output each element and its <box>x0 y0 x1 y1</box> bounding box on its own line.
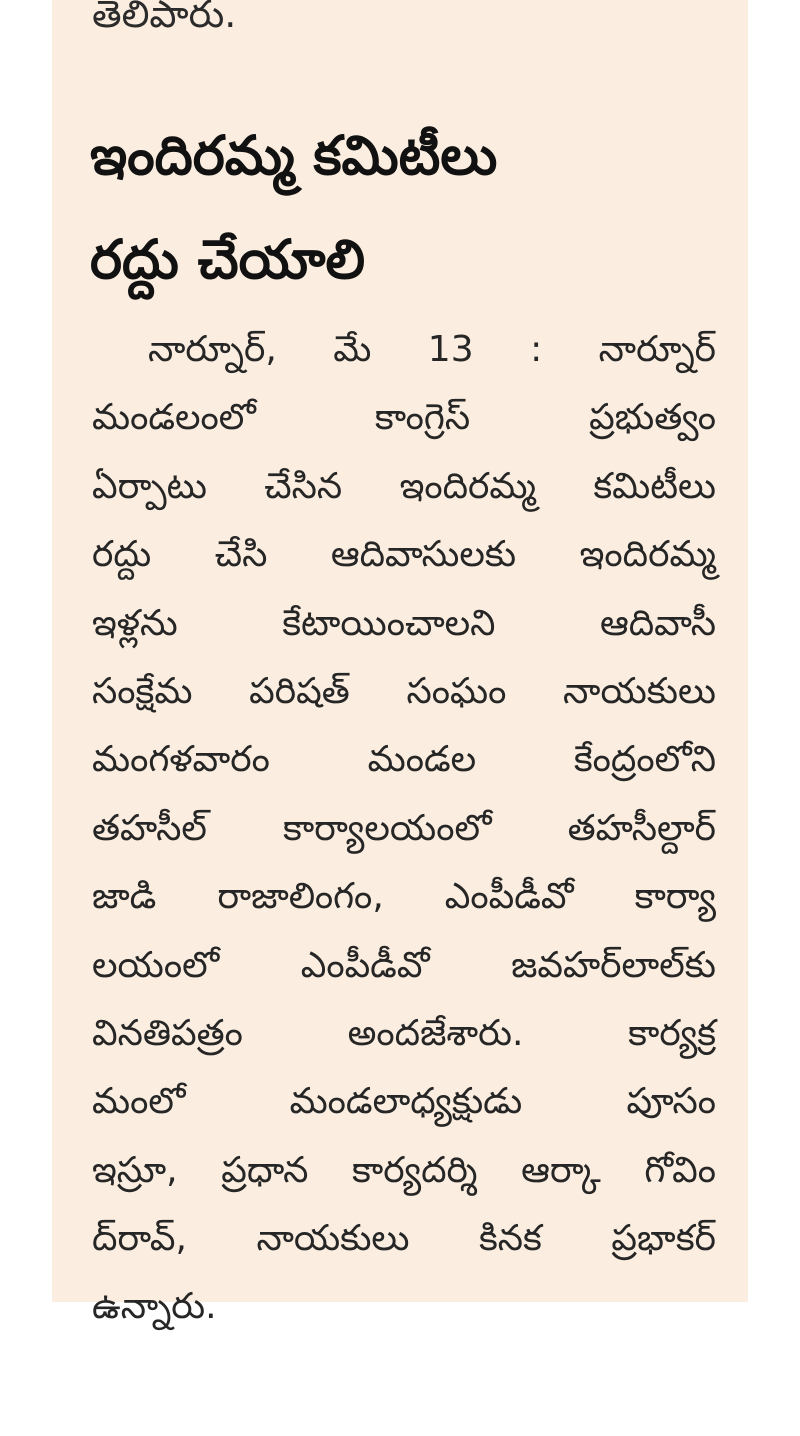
body-line: తహసీల్ కార్యాలయంలో తహసీల్దార్ <box>92 807 716 849</box>
headline-line: ఇందిరమ్మ కమిటీలు <box>90 124 498 187</box>
body-line: నార్నూర్, మే 13 : నార్నూర్ <box>148 329 716 370</box>
body-line: మండలంలో కాంగ్రెస్ ప్రభుత్వం <box>92 397 716 439</box>
headline <box>90 104 720 312</box>
article-body <box>92 316 716 1342</box>
body-line: లయంలో ఎంపీడీవో జవహర్‌లాల్‌కు <box>92 944 716 986</box>
body-line: రద్దు చేసి ఆదివాసులకు ఇందిరమ్మ <box>92 534 716 576</box>
body-line: మంగళవారం మండల కేంద్రంలోని <box>92 739 716 781</box>
body-line: ఇళ్లను కేటాయించాలని ఆదివాసీ <box>92 602 716 644</box>
headline-line: రద్దు చేయాలి <box>90 228 366 291</box>
body-line: జాడి రాజాలింగం, ఎంపీడీవో కార్యా <box>92 876 716 918</box>
body-line: ఉన్నారు. <box>92 1286 217 1328</box>
body-line: ద్‌రావ్, నాయకులు కినక ప్రభాకర్ <box>92 1218 716 1260</box>
body-line: ఇస్రూ, ప్రధాన కార్యదర్శి ఆర్కా గోవిం <box>92 1149 716 1191</box>
body-line: సంక్షేమ పరిషత్ సంఘం నాయకులు <box>92 670 716 712</box>
body-line: ఏర్పాటు చేసిన ఇందిరమ్మ కమిటీలు <box>92 465 716 507</box>
newspaper-clipping <box>52 0 748 1328</box>
previous-article-tail: తెలిపారు. <box>92 0 237 36</box>
body-line: వినతిపత్రం అందజేశారు. కార్యక్ర <box>92 1012 716 1054</box>
body-line: మంలో మండలాధ్యక్షుడు పూసం <box>92 1081 716 1123</box>
